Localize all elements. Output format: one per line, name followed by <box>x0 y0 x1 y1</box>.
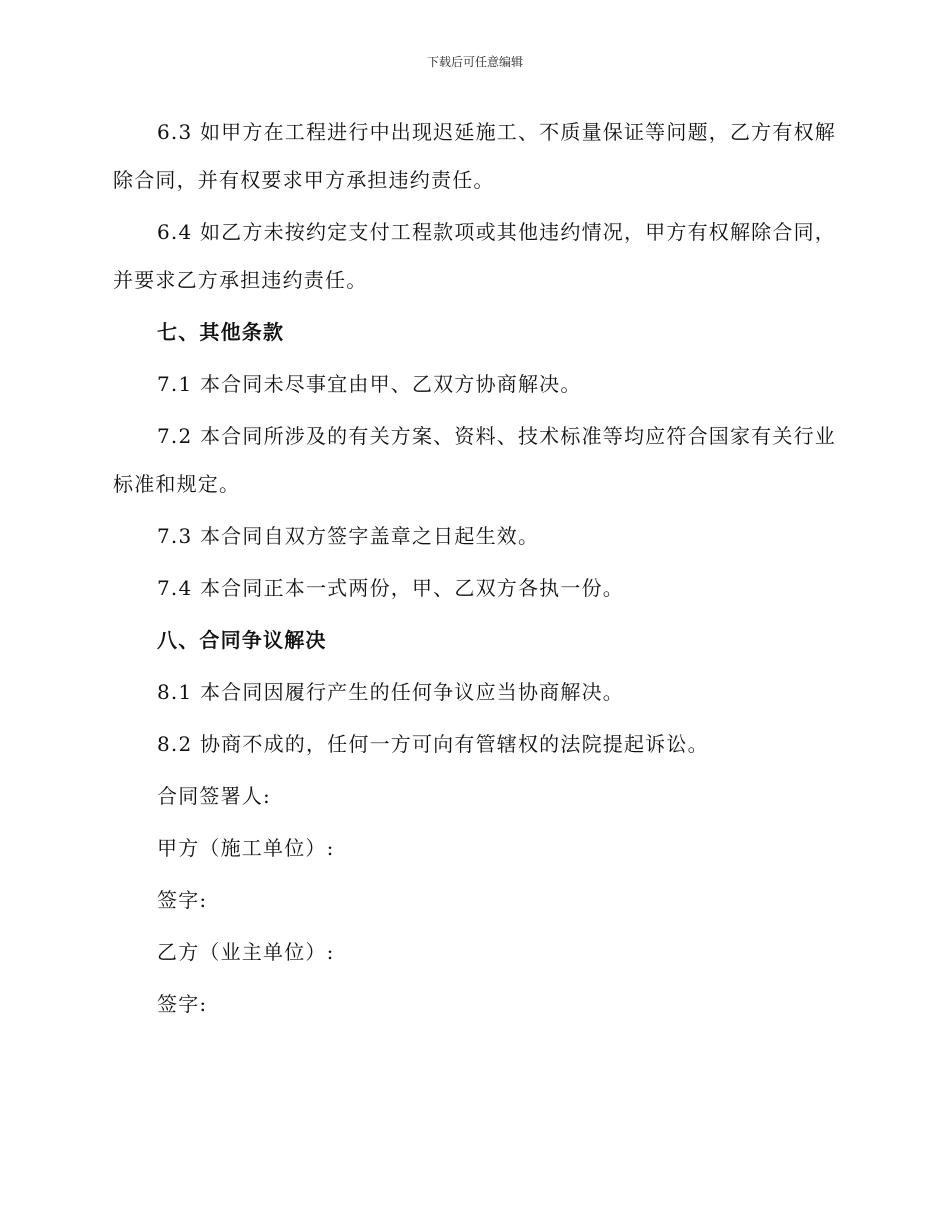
clause-8-2: 8.2 协商不成的，任何一方可向有管辖权的法院提起诉讼。 <box>157 732 709 756</box>
document-body <box>113 108 843 1028</box>
section-heading-7: 七、其他条款 <box>157 320 285 344</box>
section-heading-8: 八、合同争议解决 <box>157 628 327 652</box>
clause-7-3: 7.3 本合同自双方签字盖章之日起生效。 <box>157 524 540 548</box>
party-b-signature: 签字: <box>157 992 208 1016</box>
signatories-label: 合同签署人: <box>157 784 271 808</box>
party-a-label: 甲方（施工单位）: <box>157 836 335 860</box>
clause-6-3: 6.3 如甲方在工程进行中出现迟延施工、不质量保证等问题，乙方有权解除合同，并有权要求甲方承担违约责任。 <box>113 120 836 192</box>
party-a-signature: 签字: <box>157 888 208 912</box>
clause-6-4: 6.4 如乙方未按约定支付工程款项或其他违约情况，甲方有权解除合同，并要求乙方承担违约责任。 <box>113 220 836 292</box>
clause-7-2: 7.2 本合同所涉及的有关方案、资料、技术标准等均应符合国家有关行业标准和规定。 <box>113 424 836 496</box>
clause-7-1: 7.1 本合同未尽事宜由甲、乙双方协商解决。 <box>157 372 582 396</box>
page-header: 下载后可任意编辑 <box>426 55 523 69</box>
clause-7-4: 7.4 本合同正本一式两份，甲、乙双方各执一份。 <box>157 576 624 600</box>
party-b-label: 乙方（业主单位）: <box>157 940 335 964</box>
clause-8-1: 8.1 本合同因履行产生的任何争议应当协商解决。 <box>157 680 624 704</box>
